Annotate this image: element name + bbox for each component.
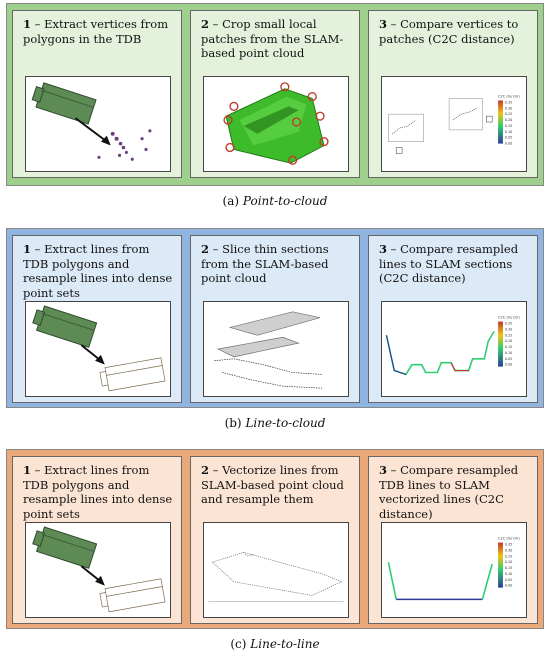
svg-text:0.35: 0.35: [504, 321, 513, 326]
caption-label: (a): [222, 194, 240, 208]
c2c-lines-figure: [381, 301, 527, 397]
svg-text:0.30: 0.30: [504, 548, 513, 553]
colorbar-title: C2C (m/ cm): [498, 94, 520, 99]
tdb-lines-figure: [25, 522, 171, 618]
panel-step-2: [190, 456, 360, 624]
compared-line-left: [388, 562, 396, 599]
svg-text:0.00: 0.00: [504, 583, 513, 588]
panel-step-2: [190, 235, 360, 403]
section-line-to-cloud: [6, 228, 544, 408]
step-text: [379, 17, 531, 46]
step-description: – Extract lines from TDB polygons and resample lines into dense point sets: [23, 242, 173, 300]
colorbar-ticks: [505, 322, 512, 367]
tdb-polygon: [30, 81, 96, 124]
step-text: [23, 17, 175, 46]
svg-text:0.10: 0.10: [504, 129, 513, 134]
caption-label: (c): [230, 637, 247, 651]
step-description: – Compare resampled lines to SLAM sections (C2C distance): [379, 242, 519, 285]
svg-text:0.35: 0.35: [504, 542, 513, 547]
compared-line: [386, 331, 494, 374]
colorbar: [498, 322, 503, 367]
tdb-polygon: [31, 525, 97, 568]
colorbar-ticks: [505, 543, 512, 588]
svg-text:0.10: 0.10: [504, 350, 513, 355]
step-description: – Compare vertices to patches (C2C distance): [379, 17, 519, 46]
svg-text:0.05: 0.05: [504, 135, 513, 140]
step-description: – Slice thin sections from the SLAM-based point cloud: [201, 242, 329, 285]
step-text: [201, 242, 353, 286]
svg-text:0.05: 0.05: [504, 577, 513, 582]
slam-sections-figure: [203, 301, 349, 397]
caption-title: Line-to-cloud: [245, 416, 326, 430]
svg-text:0.25: 0.25: [504, 333, 513, 338]
colorbar: [498, 101, 503, 144]
svg-text:0.35: 0.35: [504, 100, 513, 105]
svg-text:0.20: 0.20: [504, 118, 513, 123]
colorbar: [498, 543, 503, 588]
tdb-lines-graphic: [26, 302, 170, 396]
svg-text:0.00: 0.00: [504, 362, 513, 367]
step-text: [379, 242, 531, 286]
svg-text:0.05: 0.05: [504, 356, 513, 361]
step-description: – Crop small local patches from the SLAM-based point cloud: [201, 17, 344, 60]
svg-text:0.00: 0.00: [504, 141, 513, 146]
step-number: 3: [379, 17, 388, 31]
panel-step-1: [12, 235, 182, 403]
panel-step-1: [12, 456, 182, 624]
svg-text:0.25: 0.25: [504, 112, 513, 117]
svg-text:0.30: 0.30: [504, 327, 513, 332]
resampled-lines: [99, 579, 165, 613]
vectorized-lines-figure: [203, 522, 349, 618]
c2c-vectorized-figure: [381, 522, 527, 618]
step-number: 2: [201, 463, 210, 477]
step-description: – Extract vertices from polygons in the TDB: [23, 17, 169, 46]
panel-step-3: [368, 235, 538, 403]
c2c-lines-graphic: [382, 302, 526, 396]
section-point-to-cloud: [6, 3, 544, 186]
tdb-lines-graphic: [26, 523, 170, 617]
caption-b: [0, 416, 550, 430]
caption-title: Line-to-line: [250, 637, 320, 651]
resampled-lines: [99, 358, 165, 392]
svg-text:0.20: 0.20: [504, 560, 513, 565]
svg-text:0.20: 0.20: [504, 339, 513, 344]
colorbar-ticks: [505, 100, 512, 145]
step-number: 2: [201, 17, 210, 31]
tdb-lines-figure: [25, 301, 171, 397]
panel-step-1: [12, 10, 182, 178]
colorbar-title: C2C (m/ cm): [498, 536, 520, 541]
svg-text:0.15: 0.15: [504, 123, 513, 128]
step-number: 3: [379, 463, 388, 477]
svg-text:0.10: 0.10: [504, 571, 513, 576]
panel-step-2: [190, 10, 360, 178]
section-line-to-line: [6, 449, 544, 629]
step-description: – Vectorize lines from SLAM-based point cloud and resample them: [201, 463, 344, 506]
step-text: [201, 463, 353, 507]
colorbar-title: C2C (m/ cm): [498, 315, 520, 320]
point-cloud-patches-figure: [203, 76, 349, 172]
tdb-vertices-graphic: [26, 77, 170, 171]
svg-text:0.25: 0.25: [504, 554, 513, 559]
caption-label: (b): [224, 416, 242, 430]
step-description: – Compare resampled TDB lines to SLAM vectorized lines (C2C distance): [379, 463, 519, 521]
step-number: 3: [379, 242, 388, 256]
tdb-vertices-figure: [25, 76, 171, 172]
step-number: 1: [23, 463, 32, 477]
svg-text:0.30: 0.30: [504, 106, 513, 111]
compared-line-right: [482, 564, 492, 599]
step-number: 1: [23, 242, 32, 256]
slam-sections-graphic: [204, 302, 348, 396]
step-number: 2: [201, 242, 210, 256]
c2c-comparison-figure: [381, 76, 527, 172]
svg-text:0.15: 0.15: [504, 566, 513, 571]
c2c-vectorized-graphic: [382, 523, 526, 617]
point-cloud-graphic: [204, 77, 348, 171]
caption-title: Point-to-cloud: [242, 194, 328, 208]
step-text: [23, 463, 175, 521]
vectorized-lines-graphic: [204, 523, 348, 617]
c2c-patches-graphic: [382, 77, 526, 171]
arrow-line: [75, 118, 106, 142]
panel-step-3: [368, 456, 538, 624]
panel-step-3: [368, 10, 538, 178]
section-slices: [214, 312, 322, 388]
caption-a: [0, 194, 550, 208]
step-description: – Extract lines from TDB polygons and resample lines into dense point sets: [23, 463, 173, 521]
vectorized-lines: [212, 552, 341, 595]
vertex-points: [97, 129, 151, 161]
step-text: [23, 242, 175, 300]
step-number: 1: [23, 17, 32, 31]
tdb-polygon: [31, 304, 97, 347]
svg-text:0.15: 0.15: [504, 345, 513, 350]
caption-c: [0, 637, 550, 651]
step-text: [201, 17, 353, 61]
step-text: [379, 463, 531, 521]
